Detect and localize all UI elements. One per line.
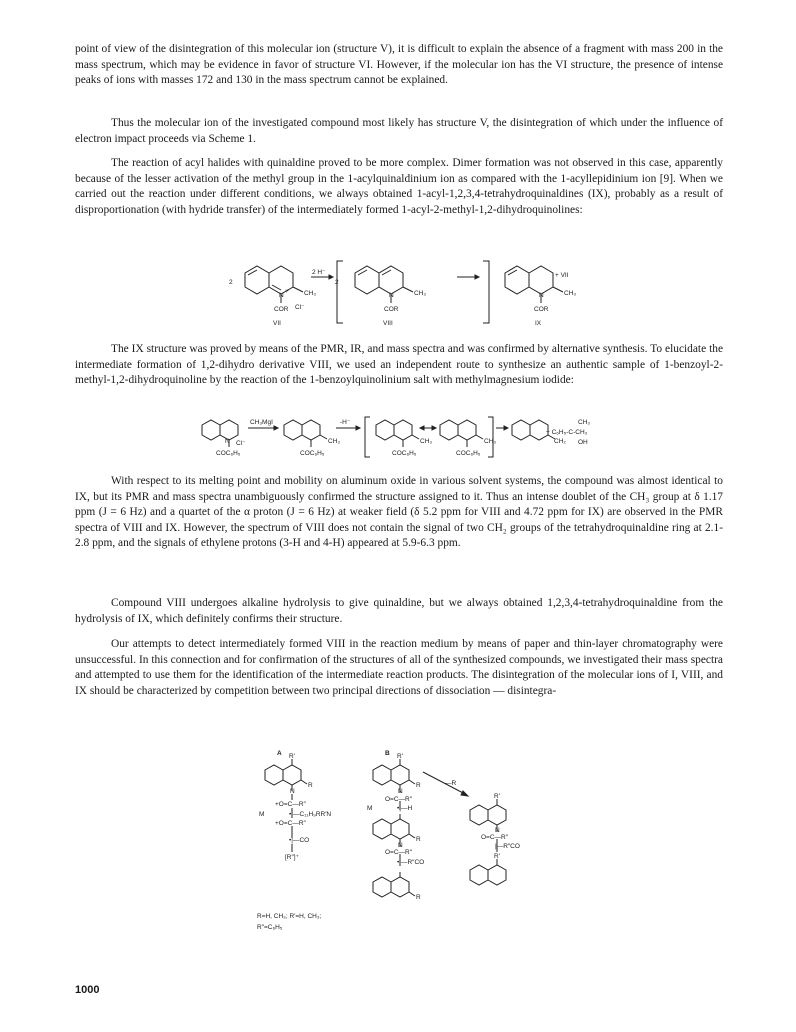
cor-vii: COR xyxy=(274,306,289,313)
paragraph-4: The IX structure was proved by means of the PMR, IR, and mass spectra and was confirmed by alternative synthesis. To elucidate the intermediate formation of 1,2-dihydro derivative VIII, we used an independent route to synthesize an authentic sample of 1-benzoyl-2-methyl-1,2-dihydroquinoline by the reaction of the 1-benzoylquinolinium salt with methylmagnesium iodide: xyxy=(75,343,723,387)
tail-bottom: OH xyxy=(578,439,588,446)
n-9: N xyxy=(539,292,544,299)
n-b2: N xyxy=(398,842,403,849)
b-step-1: O=C—R″ xyxy=(385,796,413,803)
paragraph-5: With respect to its melting point and mobility on aluminum oxide in various solvent systems, the compound was almost identical to IX, but its PMR and mass spectra unambiguously confirmed the structure assigned to it. Thus an intense doublet of the CH₃ group at δ 1.17 ppm (J = 6 Hz) and a quartet of the α proton (J = 6 Hz) at weaker field (δ 5.2 ppm for VIII and 4.72 ppm for IX) are observed in the PMR spectra of VIII and IX. However, the spectrum of VIII does not contain the signal of two CH₂ groups of the tetrahydroquinaldine ring at 2.1-2.8 ppm, and the signals of ethylene protons (3-H and 4-H) appeared at 5.9-6.3 ppm. xyxy=(75,475,723,550)
rp-a: R′ xyxy=(289,753,295,760)
b-step-4: •|—R″CO xyxy=(397,859,425,866)
b-step-2: •|—H xyxy=(397,805,413,812)
n-a: N xyxy=(290,788,295,795)
ch3-s2-2: CH₃ xyxy=(328,438,341,445)
r-b2: R xyxy=(416,836,421,843)
a-step-4: •|—CO xyxy=(289,837,310,844)
tail-top: CH₃ xyxy=(578,419,591,426)
n-8: N xyxy=(389,292,394,299)
rp-b: R′ xyxy=(397,753,403,760)
label-vii: VII xyxy=(273,320,281,327)
r-a: R xyxy=(308,782,313,789)
c-step-2: |—R″CO xyxy=(495,843,520,850)
page-number: 1000 xyxy=(75,984,100,996)
n-plus-7: N xyxy=(279,292,284,299)
legend-line-1: R=H, CH₃; R′=H, CH₃; xyxy=(257,913,322,920)
label-ix: IX xyxy=(535,320,542,327)
paragraph-2: Thus the molecular ion of the investigated compound most likely has structure V, the disintegration of which under the influence of electron impact proceeds via Scheme 1. xyxy=(75,117,723,145)
a-step-2: •|—C₁₁H₉RR′N xyxy=(289,811,332,818)
ch3-s2-3: CH₃ xyxy=(420,438,433,445)
b-step-m: M xyxy=(367,805,373,812)
cor-ix: COR xyxy=(534,306,549,313)
paragraph-6: Compound VIII undergoes alkaline hydrolysis to give quinaldine, but we always obtained 1,2,3,4-tetrahydroquinaldine from the hydrolysis of IX, which definitely confirms their structure. xyxy=(75,597,723,625)
r-b3: R xyxy=(416,894,421,901)
arrow-minus-h: -H⁻ xyxy=(340,419,351,426)
column-a-label: A xyxy=(277,750,282,757)
cl-vii: Cl⁻ xyxy=(295,304,305,311)
plus-sign: + xyxy=(285,288,289,295)
column-b-label: B xyxy=(385,750,390,757)
reaction-scheme-2 xyxy=(198,413,598,463)
paragraph-7: Our attempts to detect intermediately formed VIII in the reaction medium by means of paper and thin-layer chromatography were unsuccessful. In this connection and for confirmation of the structures of all of the synthesized compounds, we investigated their mass spectra and attempted to use them for the identification of the intermediate reaction products. The disintegration of the molecular ions of I, VIII, and IX should be characterized by competition between two principal directions of dissociation — disintegra- xyxy=(75,638,723,697)
arrow-ch3mgi: CH₃MgI xyxy=(250,419,273,426)
ch3-ix: CH₃ xyxy=(564,290,577,297)
n-b: N xyxy=(398,788,403,795)
coef-2: 2 xyxy=(229,279,233,286)
legend-line-2: R″=C₆H₅ xyxy=(257,924,283,931)
n-c: N xyxy=(495,827,500,834)
ch3-viii: CH₃ xyxy=(414,290,427,297)
a-step-1: +O=C—R″ xyxy=(275,801,306,808)
tail-product: + C₆H₅-C-CH₃ xyxy=(546,429,588,436)
paragraph-1: point of view of the disintegration of this molecular ion (structure V), it is difficult to explain the absence of a fragment with mass 200 in the mass spectrum, which may be evidence in favor of structure VI. However, if the molecular ion has the VI structure, the presence of intense peaks of ions with masses 172 and 130 in the mass spectrum cannot be explained. xyxy=(75,43,723,87)
c-step-1: O=C—R″ xyxy=(481,834,509,841)
fragmentation-scheme xyxy=(255,746,535,946)
ch3-s2-4: CH₃ xyxy=(484,438,497,445)
ch3-vii: CH₃ xyxy=(304,290,317,297)
ch2-s2-5: CH₂ xyxy=(554,438,566,445)
diag-label: —R xyxy=(445,780,457,787)
reaction-scheme-1 xyxy=(225,255,585,333)
x-s2-1: Cl⁻ xyxy=(236,440,246,447)
arrow-label-h: 2 H⁻ xyxy=(312,269,326,276)
rp-c: R′ xyxy=(494,793,500,800)
coc6h5-s2-2: COC₆H₅ xyxy=(300,450,325,457)
coc6h5-s2-1: COC₆H₅ xyxy=(216,450,241,457)
plus-vii: + VII xyxy=(555,272,569,279)
label-viii: VIII xyxy=(383,320,393,327)
paragraph-3: The reaction of acyl halides with quinaldine proved to be more complex. Dimer formation was not observed in this case, apparently because of the lesser activation of the methyl group in the 1-acylquinaldinium ion as compared with the 1-acyllepidinium ion [9]. When we carried out the reaction under different conditions, we always obtained 1-acyl-1,2,3,4-tetrahydroquinaldines (IX), probably as a result of disproportionation (with hydride transfer) of the intermediately formed 1-acyl-2-methyl-1,2-dihydroquinolines: xyxy=(75,157,723,216)
rp-c2: R′ xyxy=(494,853,500,860)
n-s2-1: N xyxy=(225,438,230,445)
b-step-3: O=C—R″ xyxy=(385,849,413,856)
r-b: R xyxy=(416,782,421,789)
a-step-m: M xyxy=(259,811,265,818)
coc6h5-s2-3: COC₆H₅ xyxy=(392,450,417,457)
a-step-3: +O=C—R″ xyxy=(275,820,306,827)
coc6h5-s2-4: COC₆H₅ xyxy=(456,450,481,457)
coef-2b: 2 xyxy=(335,279,339,286)
cor-viii: COR xyxy=(384,306,399,313)
a-step-5: [R″]⁺ xyxy=(285,854,300,861)
